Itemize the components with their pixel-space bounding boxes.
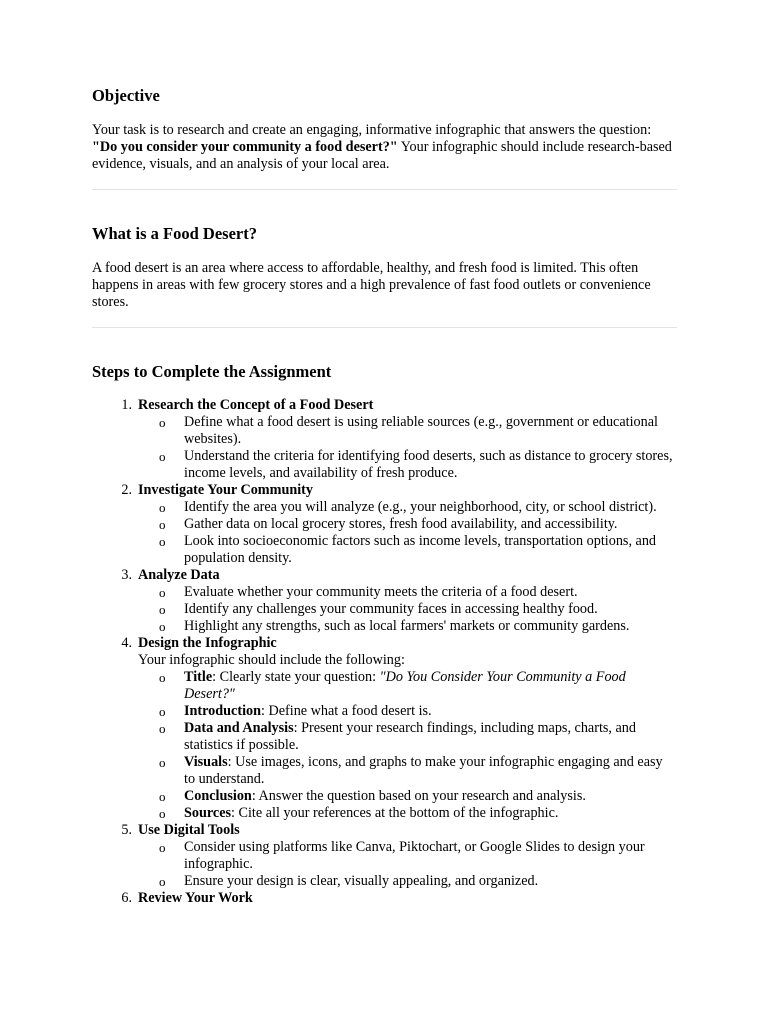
sub-item [138, 448, 677, 482]
bullet-icon: o [159, 840, 166, 855]
sub-item [138, 703, 677, 720]
label-separator: : [212, 669, 220, 685]
sub-item-text: Cite all your references at the bottom of the infographic. [238, 805, 559, 821]
step-number: 1. [121, 397, 132, 413]
bullet-icon: o [159, 602, 166, 617]
sub-list [138, 839, 677, 890]
sub-list [138, 584, 677, 635]
sub-item [138, 873, 677, 890]
food-desert-heading: What is a Food Desert? [92, 224, 257, 243]
section-divider [92, 327, 677, 328]
food-desert-paragraph: A food desert is an area where access to affordable, healthy, and fresh food is limited. This often happens in areas with few grocery stores and a high prevalence of fast food outlets or convenience stores. [92, 260, 651, 310]
sub-item-label: Title [184, 669, 213, 685]
sub-item-label: Conclusion [184, 788, 252, 804]
sub-item [138, 805, 677, 822]
sub-item-text: Define what a food desert is. [268, 703, 432, 719]
bullet-icon: o [159, 534, 166, 549]
sub-item [138, 601, 677, 618]
sub-item-text: Define what a food desert is using reliable sources (e.g., government or educational websites). [184, 414, 658, 447]
bullet-icon: o [159, 585, 166, 600]
sub-item-text: Understand the criteria for identifying food deserts, such as distance to grocery stores, income levels, and availability of fresh produce. [184, 448, 673, 481]
step-title: Use Digital Tools [138, 822, 240, 838]
step-title: Research the Concept of a Food Desert [138, 397, 374, 413]
sub-list [138, 669, 677, 822]
sub-item [138, 618, 677, 635]
sub-item-text: Highlight any strengths, such as local farmers' markets or community gardens. [184, 618, 630, 634]
step-number: 2. [121, 482, 132, 498]
label-separator: : [227, 754, 236, 770]
step-number: 4. [121, 635, 132, 651]
step-number: 3. [121, 567, 132, 583]
sub-item [138, 516, 677, 533]
step-item [92, 397, 677, 482]
sub-item [138, 788, 677, 805]
sub-item [138, 669, 677, 703]
sub-item-label: Sources [184, 805, 232, 821]
sub-item-label: Introduction [184, 703, 261, 719]
steps-list [92, 397, 677, 907]
sub-item-text: Answer the question based on your research and analysis. [258, 788, 586, 804]
sub-item [138, 754, 677, 788]
sub-item-label: Data and Analysis [184, 720, 294, 736]
sub-item-text: Consider using platforms like Canva, Piktochart, or Google Slides to design your infographic. [184, 839, 645, 872]
bullet-icon: o [159, 517, 166, 532]
sub-item [138, 533, 677, 567]
step-number: 6. [121, 890, 132, 906]
step-title: Investigate Your Community [138, 482, 313, 498]
sub-item-text: Use images, icons, and graphs to make your infographic engaging and easy to understand. [184, 754, 663, 787]
bullet-icon: o [159, 500, 166, 515]
objective-paragraph [92, 122, 677, 173]
step-number: 5. [121, 822, 132, 838]
step-intro: Your infographic should include the following: [138, 652, 405, 668]
bullet-icon: o [159, 704, 166, 719]
bullet-icon: o [159, 670, 166, 685]
sub-item-label: Visuals [184, 754, 228, 770]
label-separator: : [251, 788, 259, 804]
bullet-icon: o [159, 619, 166, 634]
section-divider [92, 189, 677, 190]
step-item [92, 567, 677, 635]
bullet-icon: o [159, 721, 166, 736]
sub-item-text: Clearly state your question: [219, 669, 380, 685]
sub-item [138, 584, 677, 601]
steps-heading: Steps to Complete the Assignment [92, 362, 332, 381]
sub-item [138, 414, 677, 448]
sub-item-text: Present your research findings, including maps, charts, and statistics if possible. [184, 720, 636, 753]
sub-item [138, 499, 677, 516]
bullet-icon: o [159, 755, 166, 770]
bullet-icon: o [159, 449, 166, 464]
sub-item-text: Gather data on local grocery stores, fresh food availability, and accessibility. [184, 516, 618, 532]
sub-item-text: Ensure your design is clear, visually appealing, and organized. [184, 873, 539, 889]
objective-text-1: Your task is to research and create an engaging, informative infographic that answers the question: [92, 122, 652, 138]
step-item [92, 822, 677, 890]
step-title: Design the Infographic [138, 635, 277, 651]
bullet-icon: o [159, 415, 166, 430]
sub-item-text: Look into socioeconomic factors such as income levels, transportation options, and population density. [184, 533, 657, 566]
label-separator: : [293, 720, 302, 736]
label-separator: : [261, 703, 269, 719]
sub-item [138, 839, 677, 873]
step-item [92, 635, 677, 822]
label-separator: : [231, 805, 239, 821]
bullet-icon: o [159, 789, 166, 804]
sub-item-text: Identify the area you will analyze (e.g., your neighborhood, city, or school district). [184, 499, 657, 515]
sub-list [138, 414, 677, 482]
sub-item-italic: "Do You Consider Your Community a Food Desert?" [184, 669, 626, 702]
sub-item [138, 720, 677, 754]
bullet-icon: o [159, 874, 166, 889]
sub-list [138, 499, 677, 567]
step-item [92, 890, 677, 907]
bullet-icon: o [159, 806, 166, 821]
sub-item-text: Identify any challenges your community faces in accessing healthy food. [184, 601, 598, 617]
step-title: Analyze Data [138, 567, 220, 583]
step-title: Review Your Work [138, 890, 253, 906]
step-item [92, 482, 677, 567]
objective-heading: Objective [92, 86, 160, 105]
objective-text-2: Your infographic should include research-based evidence, visuals, and an analysis of your local area. [92, 139, 672, 172]
objective-question: "Do you consider your community a food desert?" [92, 139, 398, 155]
sub-item-text: Evaluate whether your community meets the criteria of a food desert. [184, 584, 578, 600]
